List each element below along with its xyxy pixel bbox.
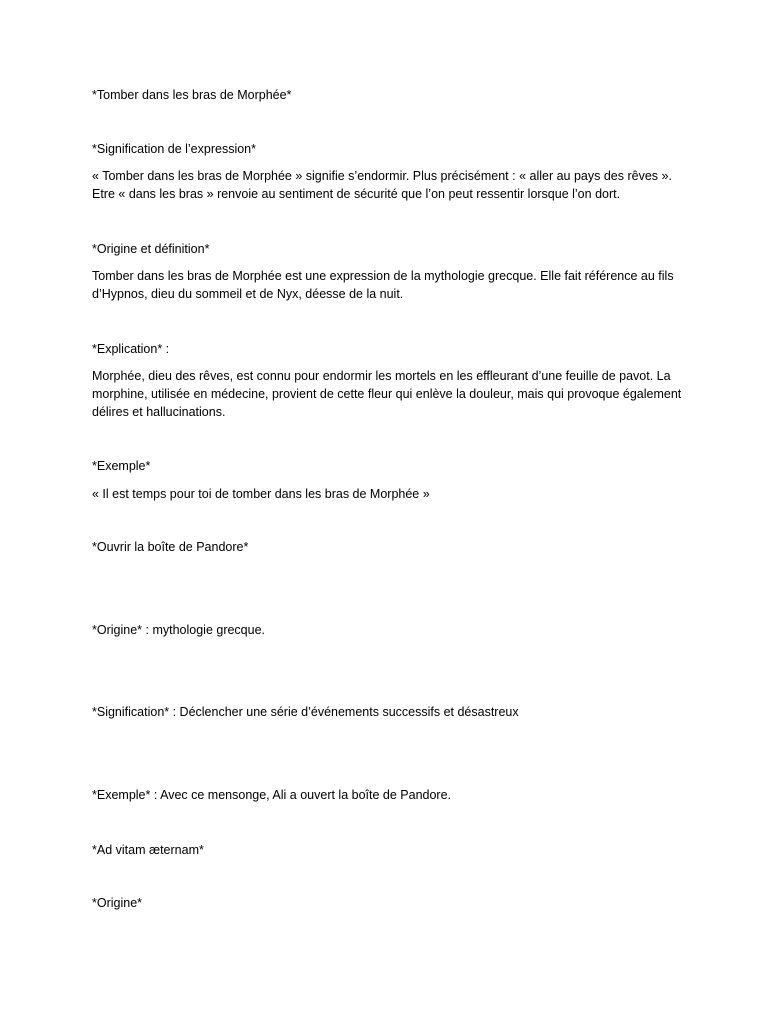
line-pandore-origine: *Origine* : mythologie grecque. <box>92 623 266 637</box>
subheading-exemple: *Exemple* <box>92 459 151 473</box>
paragraph-explication: Morphée, dieu des rêves, est connu pour endormir les mortels en les effleurant d’une feuille de pavot. La morphine, utilisée en médecine, provient de cette fleur qui enlève la douleur, mais qui provoque également délires et hallucinations. <box>92 369 682 419</box>
line-pandore-exemple: *Exemple* : Avec ce mensonge, Ali a ouvert la boîte de Pandore. <box>92 788 452 802</box>
section-title-ad-vitam: *Ad vitam æternam* <box>92 843 204 857</box>
paragraph-exemple: « Il est temps pour toi de tomber dans les bras de Morphée » <box>92 487 430 501</box>
section-title-pandore: *Ouvrir la boîte de Pandore* <box>92 540 249 554</box>
line-pandore-signification: *Signification* : Déclencher une série d’événements successifs et désastreux <box>92 705 519 719</box>
subheading-signification: *Signification de l’expression* <box>92 142 256 156</box>
subheading-ad-vitam-origine: *Origine* <box>92 896 143 910</box>
subheading-explication: *Explication* : <box>92 342 170 356</box>
section-title-morphee: *Tomber dans les bras de Morphée* <box>92 88 292 102</box>
subheading-origine-definition: *Origine et définition* <box>92 242 210 256</box>
paragraph-origine-definition: Tomber dans les bras de Morphée est une expression de la mythologie grecque. Elle fait référence au fils d’Hypnos, dieu du sommeil et de Nyx, déesse de la nuit. <box>92 269 674 301</box>
paragraph-signification: « Tomber dans les bras de Morphée » signifie s’endormir. Plus précisément : « aller au pays des rêves ». Etre « dans les bras » renvoie au sentiment de sécurité que l’on peut ressentir lorsque l’on dort. <box>92 169 672 201</box>
